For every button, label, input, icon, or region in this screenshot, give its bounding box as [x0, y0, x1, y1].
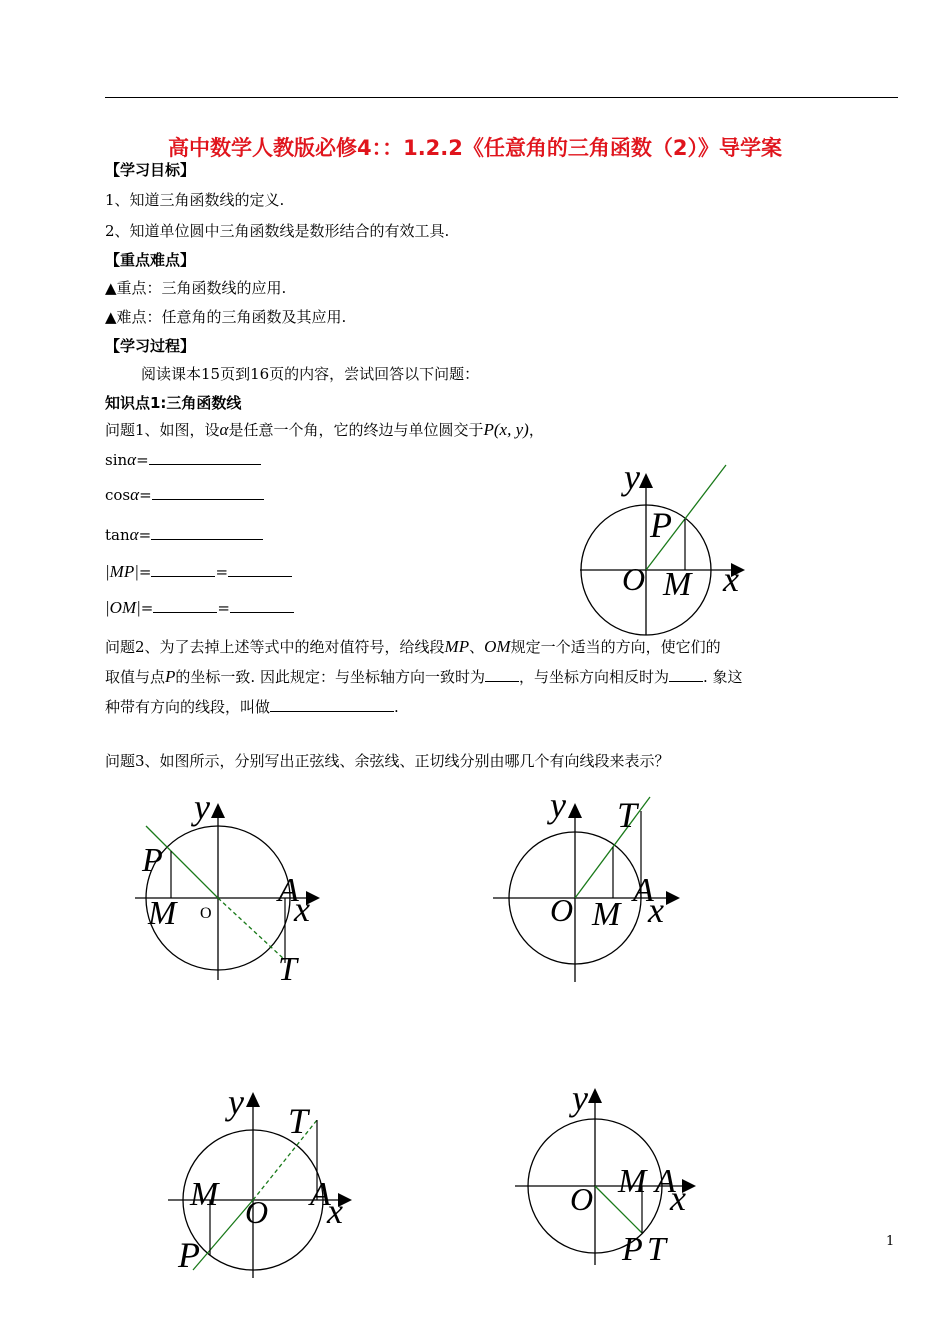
label-m: M [663, 566, 692, 603]
alpha-symbol: α [219, 420, 229, 439]
fill-om: |OM|= = [105, 598, 294, 618]
y-arrow-icon [639, 473, 653, 488]
label-a: A [278, 872, 299, 909]
label-y: y [624, 457, 640, 497]
unit-circle-figure-5 [510, 1080, 710, 1280]
label-x: x [670, 1178, 686, 1218]
knowledge-title: 知识点1:三角函数线 [105, 394, 242, 412]
y-arrow-icon [568, 803, 582, 818]
directed-segment-blank[interactable] [270, 697, 394, 712]
label-p: P [142, 842, 163, 879]
label-y: y [228, 1082, 244, 1122]
sin-blank[interactable] [149, 450, 261, 465]
label-t: T [278, 951, 297, 985]
cos-blank[interactable] [152, 485, 264, 500]
label-m: M [148, 895, 177, 932]
label-p: P [178, 1235, 200, 1275]
opposite-direction-blank[interactable] [669, 667, 703, 682]
mp-blank-2[interactable] [228, 562, 292, 577]
label-x: x [327, 1191, 343, 1231]
mp-blank-1[interactable] [151, 562, 215, 577]
y-arrow-icon [211, 803, 225, 818]
label-x: x [294, 889, 310, 929]
label-m: M [592, 896, 621, 933]
om-blank-2[interactable] [230, 598, 294, 613]
x-arrow-icon [666, 891, 680, 905]
label-m: M [190, 1176, 219, 1213]
label-o: O [550, 892, 574, 928]
label-t: T [288, 1101, 309, 1141]
fill-mp: |MP|= = [105, 562, 292, 582]
label-a: A [633, 872, 654, 909]
fill-sin: sinα= [105, 450, 261, 470]
fill-cos: cosα= [105, 485, 264, 505]
label-p: P [650, 505, 672, 545]
question-1: 问题1、如图，设α是任意一个角，它的终边与单位圆交于P(x, y)， [105, 420, 544, 439]
tan-blank[interactable] [151, 525, 263, 540]
difficulty-point: ▲难点：任意角的三角函数及其应用. [105, 308, 347, 326]
label-y: y [550, 785, 566, 825]
label-x: x [723, 559, 739, 599]
focus-point: ▲重点：三角函数线的应用. [105, 279, 287, 297]
unit-circle-figure-1 [560, 455, 760, 640]
label-a: A [655, 1163, 676, 1200]
page-title: 高中数学人教版必修4：：1.2.2《任意角的三角函数（2）》导学案 [167, 136, 782, 160]
y-arrow-icon [246, 1092, 260, 1107]
goals-heading: 【学习目标】 [105, 161, 196, 179]
goal-2: 2、知道单位圆中三角函数线是数形结合的有效工具. [105, 222, 450, 240]
om-blank-1[interactable] [153, 598, 217, 613]
fill-tan: tanα= [105, 525, 263, 545]
same-direction-blank[interactable] [485, 667, 519, 682]
process-intro: 阅读课本15页到16页的内容，尝试回答以下问题： [141, 365, 480, 383]
goal-1: 1、知道三角函数线的定义. [105, 191, 285, 209]
label-y: y [194, 787, 210, 827]
label-t: T [647, 1231, 666, 1268]
label-y: y [572, 1080, 588, 1118]
page-number: 1 [886, 1234, 895, 1249]
unit-circle-figure-4 [160, 1080, 360, 1280]
label-o: O [245, 1194, 269, 1230]
label-x: x [648, 890, 664, 930]
label-o: O [200, 905, 212, 922]
terminal-extension [218, 898, 285, 960]
label-t: T [617, 795, 638, 835]
point-p-symbol: P(x, y) [483, 420, 529, 439]
unit-circle-figure-2 [130, 785, 330, 985]
question-2: 问题2、为了去掉上述等式中的绝对值符号，给线段MP、OM规定一个适当的方向，使它们的 取值与点P的坐标一致. 因此规定：与坐标轴方向一致时为 ，与坐标方向相反时为 . 象这 种带有方向的线段，叫做 . [105, 637, 743, 716]
question-3: 问题3、如图所示，分别写出正弦线、余弦线、正切线分别由哪几个有向线段来表示？ [105, 752, 670, 770]
label-o: O [622, 561, 646, 597]
label-m: M [618, 1163, 647, 1200]
unit-circle-figure-3 [490, 785, 690, 985]
y-arrow-icon [588, 1088, 602, 1103]
label-p: P [622, 1231, 643, 1268]
label-o: O [570, 1181, 594, 1217]
header-rule [105, 97, 898, 98]
keypoints-heading: 【重点难点】 [105, 251, 196, 269]
label-a: A [310, 1176, 331, 1213]
process-heading: 【学习过程】 [105, 337, 196, 355]
